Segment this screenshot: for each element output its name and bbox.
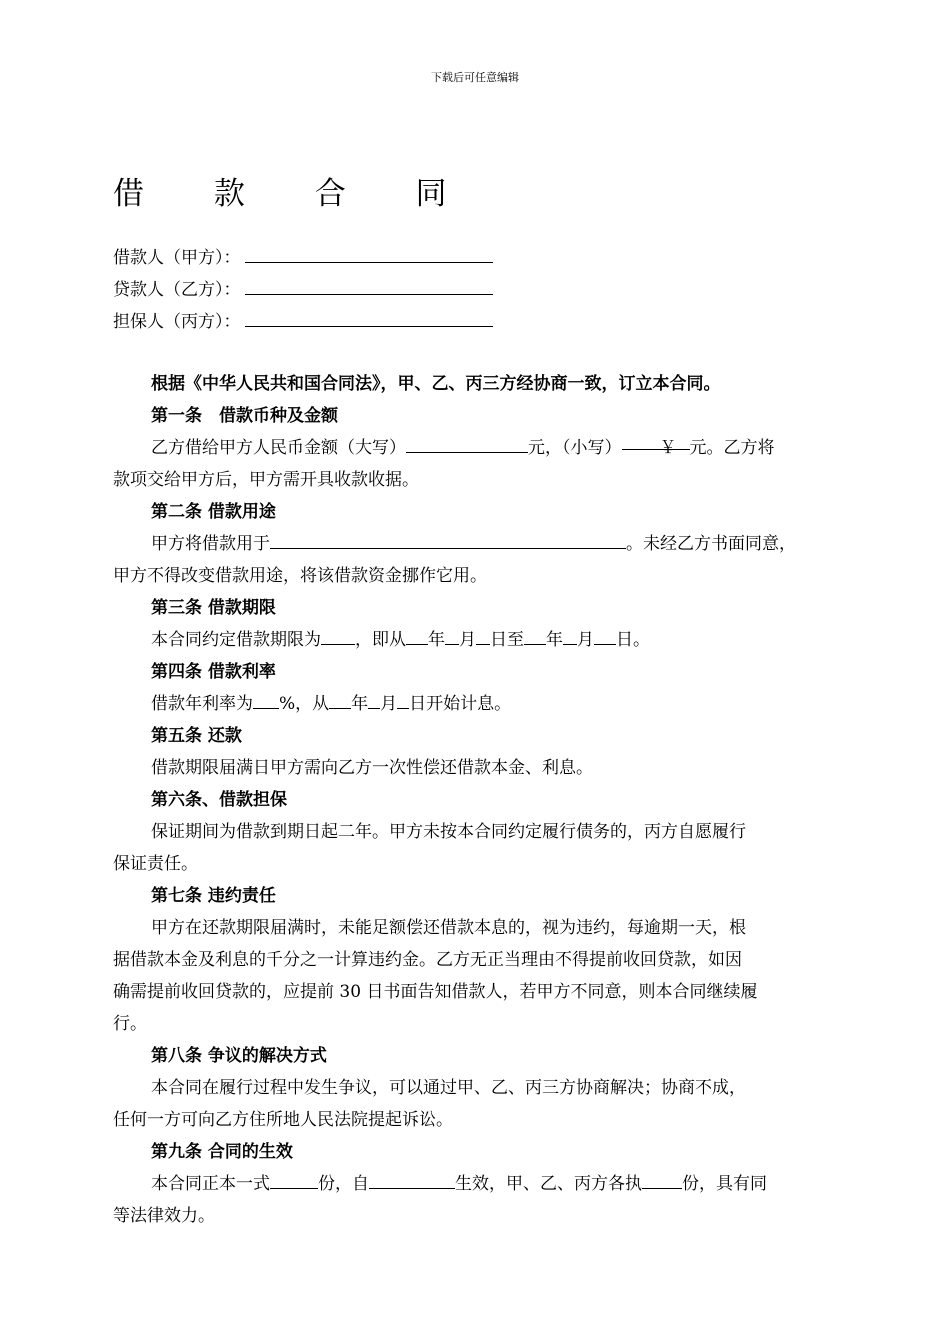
interest-year-blank [329, 691, 351, 709]
art3-text3: 日至 [490, 630, 524, 650]
art2-line2: 甲方不得改变借款用途，将该借款资金挪作它用。 [113, 566, 487, 586]
end-day-blank [594, 627, 616, 645]
start-year-blank [406, 627, 428, 645]
art2-heading: 第二条 借款用途 [151, 502, 276, 522]
art3-month2: 月 [577, 630, 594, 650]
art4-year: 年 [351, 694, 369, 714]
art9-heading: 第九条 合同的生效 [151, 1142, 293, 1162]
start-month-blank [445, 627, 459, 645]
page-title: 借 款 合 同 [113, 176, 477, 212]
art1-text2: 元，（小写） [528, 438, 622, 458]
end-month-blank [563, 627, 577, 645]
amount-upper-blank [406, 435, 528, 453]
percent-sign: % [279, 694, 296, 714]
yen-symbol: ￥ [659, 438, 677, 458]
art4-line1 [113, 688, 837, 720]
art8-heading: 第八条 争议的解决方式 [151, 1046, 327, 1066]
art4-heading: 第四条 借款利率 [151, 662, 276, 682]
art8-line2: 任何一方可向乙方住所地人民法院提起诉讼。 [113, 1110, 453, 1130]
art7-line4: 行。 [113, 1014, 147, 1034]
art3-heading: 第三条 借款期限 [151, 598, 276, 618]
art7-line1: 甲方在还款期限届满时，未能足额偿还借款本息的，视为违约，每逾期一天，根 [151, 918, 746, 938]
art3-text2: ，即从 [355, 630, 406, 650]
art9-text1: 本合同正本一式 [151, 1174, 270, 1194]
party-borrower [113, 246, 493, 269]
effective-date-blank [369, 1171, 455, 1189]
art3-line1 [113, 624, 837, 656]
art5-line1: 借款期限届满日甲方需向乙方一次性偿还借款本金、利息。 [151, 758, 593, 778]
art9-line2: 等法律效力。 [113, 1206, 215, 1226]
party-guarantor-label: 担保人（丙方）： [113, 312, 241, 332]
rate-blank [253, 691, 279, 709]
party-guarantor [113, 310, 493, 333]
art6-heading: 第六条、借款担保 [151, 790, 287, 810]
party-borrower-label: 借款人（甲方）： [113, 248, 241, 268]
purpose-blank [270, 531, 626, 549]
art4-text1: 借款年利率为 [151, 694, 253, 714]
art6-line2: 保证责任。 [113, 854, 198, 874]
party-lender-label: 贷款人（乙方）： [113, 280, 241, 300]
header-note: 下载后可任意编辑 [431, 71, 519, 84]
art1-text3: 元。乙方将 [689, 438, 775, 458]
lender-blank [245, 278, 493, 295]
art4-text3: 日开始计息。 [409, 694, 512, 714]
contract-body [113, 368, 837, 1232]
art5-heading: 第五条 还款 [151, 726, 242, 746]
art3-text4: 日。 [616, 630, 650, 650]
art9-text3: 生效，甲、乙、丙方各执 [455, 1174, 642, 1194]
art7-line3: 确需提前收回贷款的，应提前 30 日书面告知借款人，若甲方不同意，则本合同继续履 [113, 982, 758, 1002]
art4-text2: ，从 [295, 694, 330, 714]
art6-line1: 保证期间为借款到期日起二年。甲方未按本合同约定履行债务的，丙方自愿履行 [151, 822, 746, 842]
art3-text1: 本合同约定借款期限为 [151, 630, 321, 650]
start-day-blank [476, 627, 490, 645]
party-lender [113, 278, 493, 301]
intro: 根据《中华人民共和国合同法》，甲、乙、丙三方经协商一致，订立本合同。 [151, 374, 721, 394]
art2-line1 [113, 528, 837, 560]
interest-month-blank [368, 691, 380, 709]
art7-heading: 第七条 违约责任 [151, 886, 276, 906]
art9-text4: 份，具有同 [682, 1174, 767, 1194]
art7-line2: 据借款本金及利息的千分之一计算违约金。乙方无正当理由不得提前收回贷款，如因 [113, 950, 742, 970]
amount-lower-blank [622, 432, 690, 458]
art2-text1: 甲方将借款用于 [151, 534, 270, 554]
art4-month: 月 [380, 694, 398, 714]
art1-line2: 款项交给甲方后，甲方需开具收款收据。 [113, 470, 419, 490]
art8-line1: 本合同在履行过程中发生争议，可以通过甲、乙、丙三方协商解决；协商不成， [151, 1078, 746, 1098]
art3-month1: 月 [459, 630, 476, 650]
copies-blank [270, 1171, 318, 1189]
guarantor-blank [245, 310, 493, 327]
art1-line1 [113, 432, 837, 464]
art9-text2: 份，自 [318, 1174, 369, 1194]
art1-text1: 乙方借给甲方人民币金额（大写） [151, 438, 406, 458]
borrower-blank [245, 246, 493, 263]
term-blank [321, 627, 355, 645]
art9-line1 [113, 1168, 837, 1200]
art3-year2: 年 [546, 630, 563, 650]
end-year-blank [524, 627, 546, 645]
interest-day-blank [397, 691, 409, 709]
art1-heading: 第一条 借款币种及金额 [151, 406, 338, 426]
art3-year1: 年 [428, 630, 445, 650]
each-copies-blank [642, 1171, 682, 1189]
art2-text2: 。未经乙方书面同意， [626, 534, 796, 554]
